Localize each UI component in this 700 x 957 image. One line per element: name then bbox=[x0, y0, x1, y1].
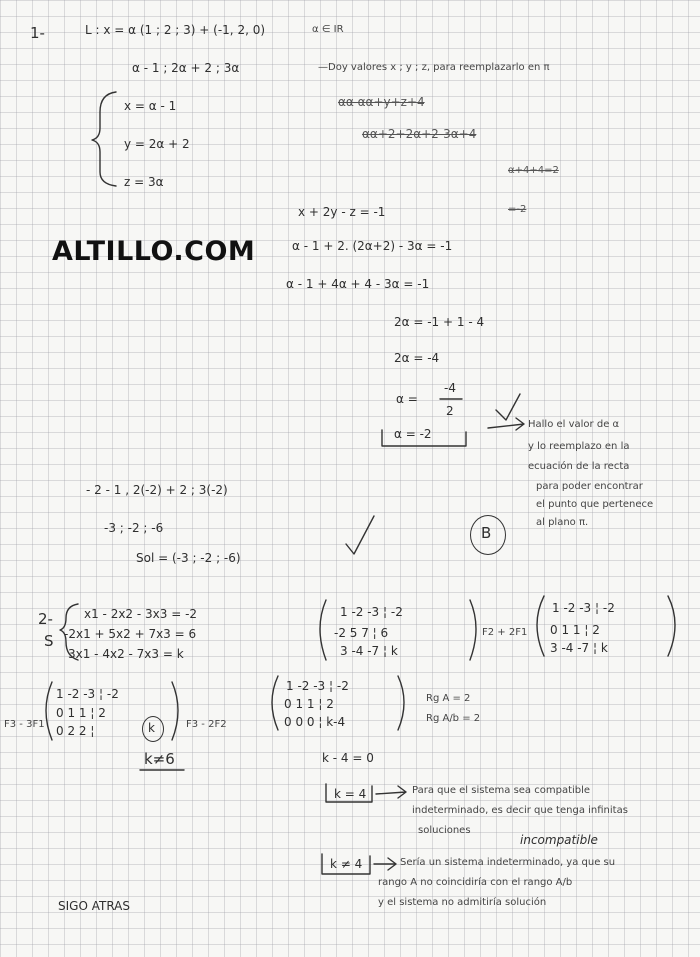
note-line-5: el punto que pertenece bbox=[536, 499, 654, 510]
matrix-1-row-1: 1 -2 -3 ¦ -2 bbox=[340, 605, 403, 619]
operation-2: F3 - 3F1 bbox=[4, 719, 45, 730]
line-definition: L : x = α (1 ; 2 ; 3) + (-1, 2, 0) bbox=[85, 23, 266, 37]
solution: Sol = (-3 ; -2 ; -6) bbox=[136, 551, 241, 565]
substitution-1: - 2 - 1 , 2(-2) + 2 ; 3(-2) bbox=[86, 483, 228, 497]
compatible-note-2: indeterminado, es decir que tenga infinitas bbox=[412, 805, 628, 816]
step-5-denominator: 2 bbox=[446, 404, 454, 418]
matrix-2-row-2: 0 1 1 ¦ 2 bbox=[550, 623, 600, 637]
note-line-6: al plano π. bbox=[536, 517, 589, 528]
matrix-3-k: k bbox=[148, 721, 155, 735]
system-z: z = 3α bbox=[124, 175, 164, 189]
equation-3: 3x1 - 4x2 - 7x3 = k bbox=[68, 647, 184, 661]
note-arrow bbox=[488, 418, 524, 430]
operation-3: F3 - 2F2 bbox=[186, 719, 227, 730]
note-line-1: Hallo el valor de α bbox=[528, 419, 620, 430]
alpha-in-r: α ∈ IR bbox=[312, 24, 344, 35]
coords-expression: α - 1 ; 2α + 2 ; 3α bbox=[132, 61, 240, 75]
matrix-3-row-2: 0 1 1 ¦ 2 bbox=[56, 706, 106, 720]
matrix-4-right-paren bbox=[398, 676, 404, 730]
k-minus-4: k - 4 = 0 bbox=[322, 751, 374, 765]
alpha-result: α = -2 bbox=[394, 427, 432, 441]
exercise-1-number: 1- bbox=[30, 24, 45, 42]
incompatible-note-1: Sería un sistema indeterminado, ya que su bbox=[400, 857, 616, 868]
system-brace bbox=[92, 92, 116, 186]
matrix-1-right-paren bbox=[470, 600, 476, 660]
matrix-2-row-1: 1 -2 -3 ¦ -2 bbox=[552, 601, 615, 615]
crossed-out-1: αα αα+y+z+4 bbox=[338, 95, 425, 109]
plane-equation: x + 2y - z = -1 bbox=[298, 205, 386, 219]
matrix-1-row-3: 3 -4 -7 ¦ k bbox=[340, 644, 398, 658]
step-1: α - 1 + 2. (2α+2) - 3α = -1 bbox=[292, 239, 453, 253]
exercise-2-number: 2- bbox=[38, 610, 53, 628]
step-5-lhs: α = bbox=[396, 392, 418, 406]
incompatible-note-3: y el sistema no admitiría solución bbox=[378, 897, 547, 908]
k-not-6: k≠6 bbox=[144, 750, 175, 768]
matrix-2-left-paren bbox=[537, 596, 544, 656]
checkmark-2 bbox=[346, 516, 374, 554]
coords-note: —Doy valores x ; y ; z, para reemplazarlo en π bbox=[318, 62, 550, 73]
matrix-3-left-paren bbox=[46, 682, 52, 740]
step-2: α - 1 + 4α + 4 - 3α = -1 bbox=[286, 277, 430, 291]
step-5-numerator: -4 bbox=[444, 381, 456, 395]
matrix-1-left-paren bbox=[320, 600, 326, 660]
step-4: 2α = -4 bbox=[394, 351, 440, 365]
system-letter: S bbox=[44, 632, 54, 650]
footer-note: SIGO ATRAS bbox=[58, 899, 130, 913]
watermark-logo: ALTILLO.COM bbox=[52, 236, 256, 267]
compatible-note-1: Para que el sistema sea compatible bbox=[412, 785, 591, 796]
equation-1: x1 - 2x2 - 3x3 = -2 bbox=[84, 607, 198, 621]
checkmark-1 bbox=[496, 394, 520, 420]
matrix-4-left-paren bbox=[272, 676, 278, 730]
k-equals-4: k = 4 bbox=[334, 787, 367, 801]
rank-ab: Rg A/b = 2 bbox=[426, 713, 481, 724]
note-line-4: para poder encontrar bbox=[536, 481, 643, 492]
matrix-3-row-1: 1 -2 -3 ¦ -2 bbox=[56, 687, 119, 701]
matrix-3-row-3: 0 2 2 ¦ bbox=[56, 724, 95, 738]
crossed-out-3: α+4+4=2 bbox=[508, 165, 559, 176]
system-x: x = α - 1 bbox=[124, 99, 177, 113]
grade-letter: B bbox=[481, 524, 492, 542]
incompatible-note-2: rango A no coincidiría con el rango A/b bbox=[378, 877, 573, 888]
note-line-3: ecuación de la recta bbox=[528, 461, 630, 472]
note-line-2: y lo reemplazo en la bbox=[528, 441, 630, 452]
k-not-4: k ≠ 4 bbox=[330, 857, 363, 871]
k-not-4-arrow bbox=[374, 858, 396, 870]
matrix-3-right-paren bbox=[172, 682, 178, 740]
matrix-4-row-1: 1 -2 -3 ¦ -2 bbox=[286, 679, 349, 693]
matrix-1-row-2: -2 5 7 ¦ 6 bbox=[334, 626, 389, 640]
equation-2: -2x1 + 5x2 + 7x3 = 6 bbox=[64, 627, 197, 641]
crossed-out-4: =-2 bbox=[508, 204, 527, 215]
crossed-out-2: αα+2+2α+2-3α+4 bbox=[362, 127, 477, 141]
matrix-4-row-3: 0 0 0 ¦ k-4 bbox=[284, 715, 346, 729]
matrix-2-right-paren bbox=[668, 596, 675, 656]
k-equals-4-arrow bbox=[376, 786, 406, 798]
matrix-4-row-2: 0 1 1 ¦ 2 bbox=[284, 697, 334, 711]
rank-a: Rg A = 2 bbox=[426, 693, 471, 704]
step-3: 2α = -1 + 1 - 4 bbox=[394, 315, 485, 329]
operation-1: F2 + 2F1 bbox=[482, 627, 528, 638]
system-y: y = 2α + 2 bbox=[124, 137, 190, 151]
compatible-note-3: soluciones bbox=[418, 825, 471, 836]
matrix-2-row-3: 3 -4 -7 ¦ k bbox=[550, 641, 608, 655]
substitution-2: -3 ; -2 ; -6 bbox=[104, 521, 164, 535]
incompatible-label: incompatible bbox=[520, 833, 598, 847]
